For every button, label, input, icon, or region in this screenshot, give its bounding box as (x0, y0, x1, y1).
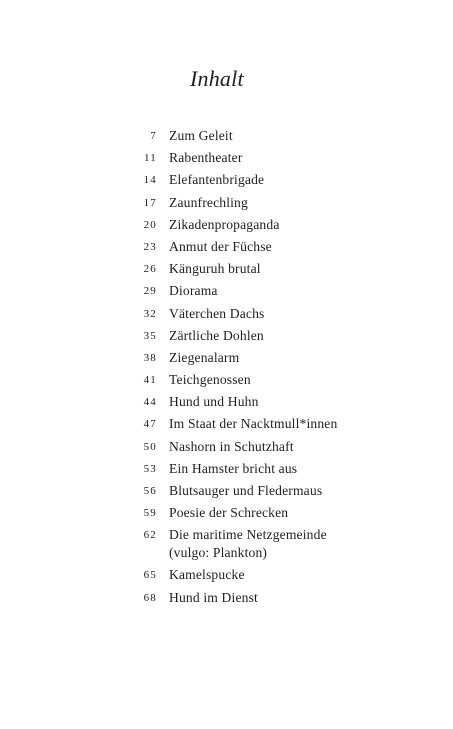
entry-title: Hund und Huhn (169, 394, 259, 410)
entry-title: Anmut der Füchse (169, 238, 272, 254)
page-number: 44 (143, 396, 157, 409)
page-number: 47 (143, 418, 157, 431)
toc-entry (0, 192, 453, 214)
entry-title: Elefantenbrigade (169, 172, 265, 188)
page-number: 53 (143, 462, 157, 475)
page-number: 62 (143, 529, 157, 542)
toc-entry (0, 169, 453, 191)
entry-title: Poesie der Schrecken (169, 505, 289, 521)
toc-entry (0, 502, 453, 524)
toc-entry (0, 587, 453, 609)
page-number: 38 (143, 351, 157, 364)
page-title: Inhalt (190, 66, 244, 91)
toc-entry (0, 347, 453, 369)
page-number: 68 (143, 591, 157, 604)
entry-title-line: Die maritime Netzgemeinde (169, 527, 327, 543)
entry-title: Ein Hamster bricht aus (169, 460, 298, 476)
toc-entry (0, 303, 453, 325)
page-number: 35 (143, 329, 157, 342)
page-number: 56 (143, 485, 157, 497)
toc-entry (0, 564, 453, 586)
page-number: 7 (150, 130, 157, 142)
page-number: 41 (143, 374, 157, 387)
entry-title (169, 526, 429, 562)
toc-entry (0, 258, 453, 280)
page-number: 23 (143, 240, 157, 253)
toc-entry (0, 458, 453, 480)
entry-title: Zum Geleit (169, 128, 233, 143)
entry-subtitle: (vulgo: Plankton) (169, 545, 268, 561)
toc-entry (0, 125, 453, 147)
toc-entry (0, 413, 453, 435)
page-number: 11 (144, 152, 157, 165)
toc-entry (0, 436, 453, 458)
entry-title: Im Staat der Nacktmull*innen (169, 416, 338, 432)
entry-title: Blutsauger und Fledermaus (169, 483, 323, 498)
entry-title: Zikadenpropaganda (169, 216, 280, 232)
page-number: 59 (143, 507, 157, 520)
toc-entry (0, 236, 453, 258)
entry-title: Hund im Dienst (169, 589, 258, 605)
toc-entry (0, 391, 453, 413)
toc-entry (0, 147, 453, 169)
page-number: 50 (143, 440, 157, 453)
toc-entry (0, 524, 453, 564)
toc-entry (0, 214, 453, 236)
entry-title: Nashorn in Schutzhaft (169, 438, 294, 454)
entry-title: Väterchen Dachs (169, 305, 265, 321)
page-number: 17 (143, 196, 157, 209)
page-number: 32 (143, 307, 157, 320)
toc-entry (0, 480, 453, 502)
entry-title: Zärtliche Dohlen (169, 327, 264, 343)
toc-entry (0, 280, 453, 302)
entry-title: Teichgenossen (169, 372, 251, 388)
entry-title: Ziegenalarm (169, 349, 240, 365)
page-number: 26 (143, 263, 157, 276)
toc-entry (0, 325, 453, 347)
page-number: 14 (143, 174, 157, 187)
entry-title: Kamelspucke (169, 567, 245, 583)
entry-title: Rabentheater (169, 150, 243, 166)
entry-title: Diorama (169, 283, 218, 299)
table-of-contents (0, 125, 453, 609)
entry-title: Zaunfrechling (169, 194, 248, 210)
toc-entry (0, 369, 453, 391)
page-number: 65 (143, 569, 157, 582)
page-number: 29 (143, 285, 157, 298)
entry-title: Känguruh brutal (169, 261, 261, 277)
page-number: 20 (143, 218, 157, 231)
